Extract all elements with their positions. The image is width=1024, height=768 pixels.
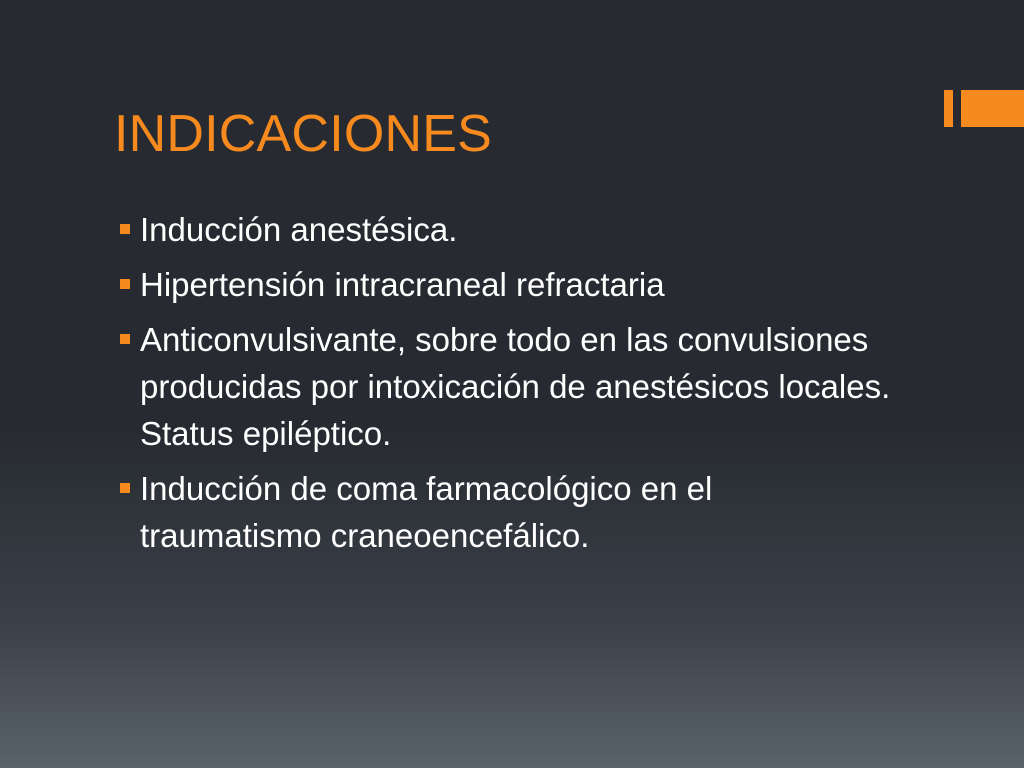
bullet-item: [118, 261, 898, 308]
bullet-text: Inducción de coma farmacológico en el traumatismo craneoencefálico.: [140, 470, 713, 554]
bullet-item: [118, 206, 898, 253]
square-bullet-icon: [120, 334, 130, 344]
bullet-item: [118, 316, 898, 457]
bullet-list: [118, 206, 898, 567]
square-bullet-icon: [120, 279, 130, 289]
bullet-item: [118, 465, 898, 559]
bullet-text: Hipertensión intracraneal refractaria: [140, 266, 665, 303]
slide-title: INDICACIONES: [114, 105, 493, 163]
accent-bar-thin: [944, 90, 953, 127]
accent-bar-thick: [961, 90, 1024, 127]
bullet-text: Inducción anestésica.: [140, 211, 458, 248]
bullet-text: Anticonvulsivante, sobre todo en las convulsiones producidas por intoxicación de anestésicos locales. Status epiléptico.: [140, 321, 891, 452]
square-bullet-icon: [120, 224, 130, 234]
square-bullet-icon: [120, 483, 130, 493]
